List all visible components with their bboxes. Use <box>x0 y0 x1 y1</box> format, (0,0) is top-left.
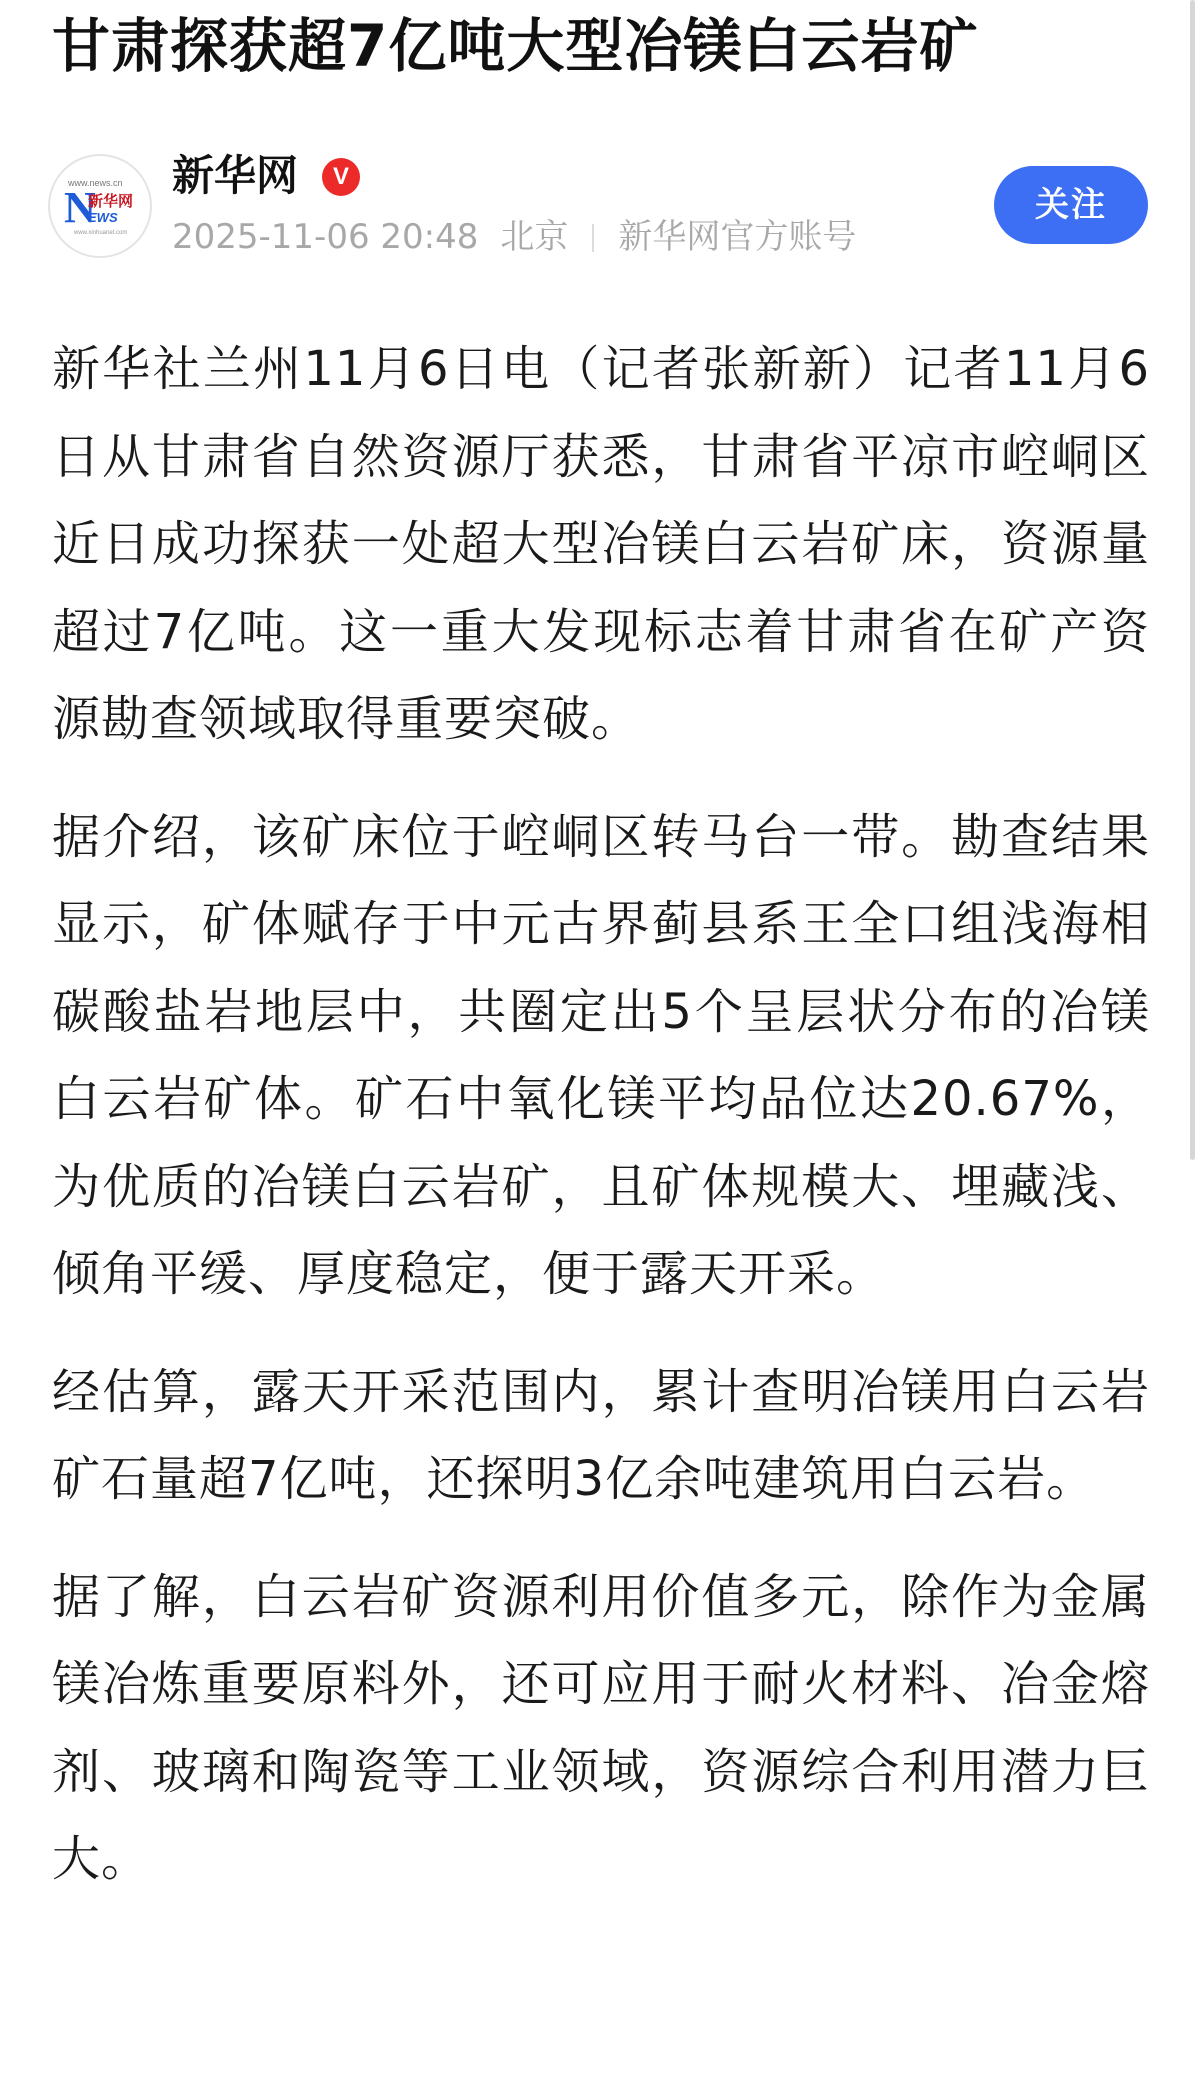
article-body <box>52 326 1150 1934</box>
publish-location: 北京 <box>500 217 569 257</box>
author-avatar[interactable] <box>48 154 152 258</box>
follow-button[interactable]: 关注 <box>994 166 1148 244</box>
article-paragraph: 据介绍，该矿床位于崆峒区转马台一带。勘查结果显示，矿体赋存于中元古界蓟县系王全口组浅海相碳酸盐岩地层中，共圈定出5个呈层状分布的冶镁白云岩矿体。矿石中氧化镁平均品位达20.67%，为优质的冶镁白云岩矿，且矿体规模大、埋藏浅、倾角平缓、厚度稳定，便于露天开采。 <box>52 808 1150 1302</box>
article-paragraph: 经估算，露天开采范围内，累计查明冶镁用白云岩矿石量超7亿吨，还探明3亿余吨建筑用白云岩。 <box>52 1363 1150 1507</box>
avatar-tiny-text: www.xinhuanet.com <box>74 230 128 236</box>
article-title: 甘肃探获超7亿吨大型冶镁白云岩矿 <box>52 12 979 80</box>
avatar-logo-cn: 新华网 <box>88 192 134 210</box>
article-paragraph: 新华社兰州11月6日电（记者张新新）记者11月6日从甘肃省自然资源厅获悉，甘肃省平凉市崆峒区近日成功探获一处超大型冶镁白云岩矿床，资源量超过7亿吨。这一重大发现标志着甘肃省在矿产资源勘查领域取得重要突破。 <box>52 341 1150 747</box>
article-paragraph: 据了解，白云岩矿资源利用价值多元，除作为金属镁冶炼重要原料外，还可应用于耐火材料、冶金熔剂、玻璃和陶瓷等工业领域，资源综合利用潜力巨大。 <box>52 1568 1150 1887</box>
meta-divider <box>592 224 594 252</box>
avatar-logo-letter: N <box>64 183 96 232</box>
article-meta <box>172 214 856 260</box>
publish-datetime: 2025-11-06 20:48 <box>172 217 479 257</box>
author-name[interactable]: 新华网 <box>172 151 299 200</box>
account-type: 新华网官方账号 <box>618 217 857 257</box>
avatar-logo-ews: EWS <box>88 210 118 225</box>
scrollbar-track[interactable] <box>1190 0 1198 2098</box>
verified-badge-icon: V <box>322 158 360 196</box>
avatar-site-text: www.news.cn <box>68 178 123 188</box>
scrollbar-thumb[interactable] <box>1190 0 1195 1160</box>
author-bar <box>48 148 1152 268</box>
